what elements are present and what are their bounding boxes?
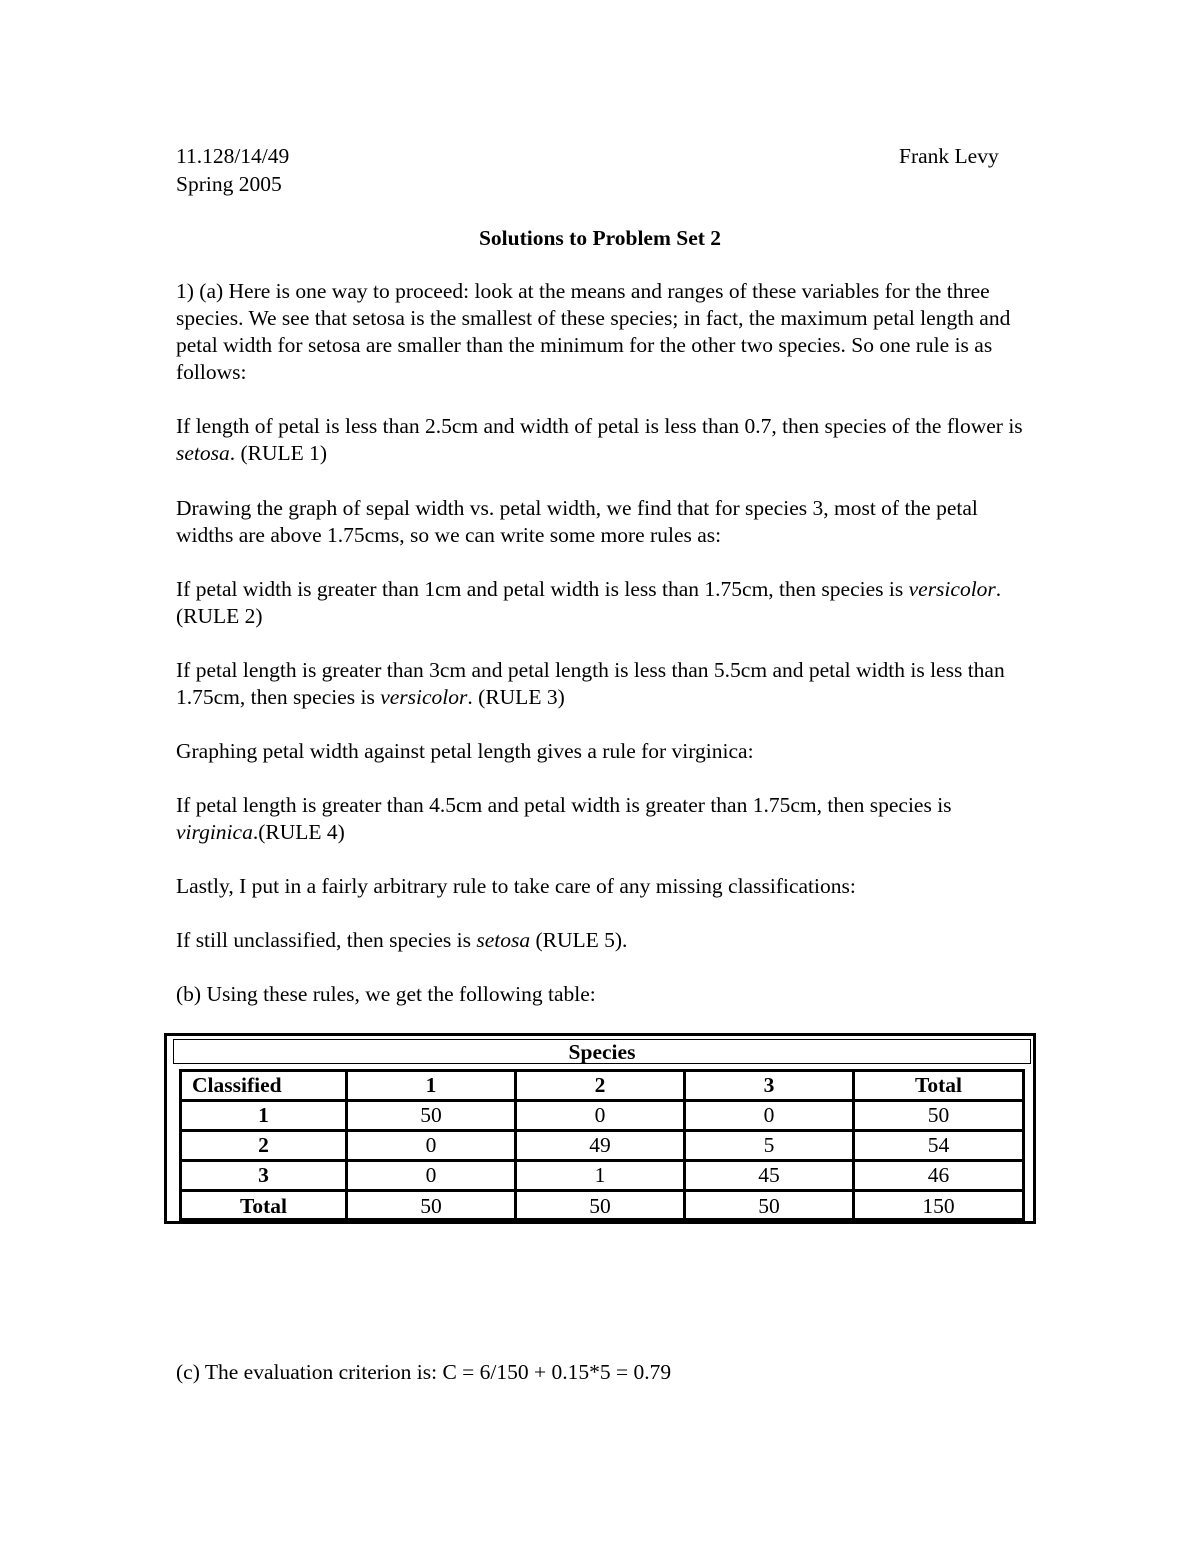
table-header-species-3: 3: [686, 1072, 855, 1102]
rule-3-tag: . (RULE 3): [467, 685, 565, 709]
table-cell: 0: [517, 1102, 686, 1132]
course-number: 11.128/14/49: [176, 144, 290, 168]
table-header-species-1: 1: [348, 1072, 517, 1102]
rule-4-tag: .(RULE 4): [252, 820, 345, 844]
rule-4-species: virginica: [176, 820, 253, 844]
rule-1: [176, 413, 1036, 467]
paragraph-sepal-graph: Drawing the graph of sepal width vs. petal width, we find that for species 3, most of the petal widths are above 1.75cms, so we can write some more rules as:: [176, 496, 978, 547]
rule-5-tag: (RULE 5).: [530, 928, 628, 952]
rule-4-text: If petal length is greater than 4.5cm and petal width is greater than 1.75cm, then species is: [176, 793, 952, 817]
paragraph-arbitrary-rule: Lastly, I put in a fairly arbitrary rule to take care of any missing classifications:: [176, 874, 856, 898]
table-cell: 50: [517, 1192, 686, 1222]
table-caption-species: Species: [173, 1039, 1031, 1064]
rule-3-species: versicolor: [380, 685, 468, 709]
term: Spring 2005: [176, 172, 282, 196]
table-cell: 46: [855, 1162, 1022, 1192]
paragraph-intro: 1) (a) Here is one way to proceed: look at the means and ranges of these variables for the three species. We see that setosa is the smallest of these species; in fact, the maximum petal length and petal width for setosa are smaller than the minimum for the other two species. So one rule is as follows:: [176, 279, 1011, 384]
rule-2-tag: . (RULE 2): [176, 577, 1002, 628]
rule-5: [176, 927, 1036, 954]
rule-1-species: setosa: [176, 441, 230, 465]
table-cell: 0: [686, 1102, 855, 1132]
table-cell: 50: [855, 1102, 1022, 1132]
table-header-species-2: 2: [517, 1072, 686, 1102]
author-name: Frank Levy: [899, 144, 999, 168]
paragraph-table-intro: (b) Using these rules, we get the following table:: [176, 982, 596, 1006]
table-row-label: 2: [182, 1132, 348, 1162]
table-cell: 45: [686, 1162, 855, 1192]
table-cell: 0: [348, 1132, 517, 1162]
paragraph-petal-graph: Graphing petal width against petal length gives a rule for virginica:: [176, 739, 754, 763]
table-row-label-total: Total: [182, 1192, 348, 1222]
rule-5-species: setosa: [476, 928, 531, 952]
table-cell: 49: [517, 1132, 686, 1162]
table-header-classified: Classified: [182, 1072, 348, 1102]
rule-1-text: If length of petal is less than 2.5cm and width of petal is less than 0.7, then species of the flower is: [176, 414, 1023, 438]
paragraph-evaluation: (c) The evaluation criterion is: C = 6/150 + 0.15*5 = 0.79: [176, 1360, 672, 1384]
table-cell: 50: [348, 1102, 517, 1132]
rule-2-text: If petal width is greater than 1cm and petal width is less than 1.75cm, then species is: [176, 577, 909, 601]
rule-3-text: If petal length is greater than 3cm and petal length is less than 5.5cm and petal width is less than 1.75cm, then species is: [176, 658, 1005, 709]
rule-4: [176, 792, 1036, 846]
table-cell: 0: [348, 1162, 517, 1192]
table-header-total: Total: [855, 1072, 1022, 1102]
rule-1-tag: . (RULE 1): [229, 441, 328, 465]
table-cell: 1: [517, 1162, 686, 1192]
table-grid: [179, 1069, 1025, 1221]
table-cell: 50: [686, 1192, 855, 1222]
rule-2: [176, 576, 1036, 630]
rule-2-species: versicolor: [908, 577, 996, 601]
table-cell: 150: [922, 1194, 955, 1219]
table-cell: 54: [855, 1132, 1022, 1162]
document-title: Solutions to Problem Set 2: [478, 226, 722, 250]
classification-table: [164, 1033, 1036, 1224]
table-cell: 50: [348, 1192, 517, 1222]
table-row-label: 1: [182, 1102, 348, 1132]
rule-5-text: If still unclassified, then species is: [176, 928, 477, 952]
table-cell: 5: [686, 1132, 855, 1162]
table-row-label: 3: [182, 1162, 348, 1192]
rule-3: [176, 657, 1036, 711]
